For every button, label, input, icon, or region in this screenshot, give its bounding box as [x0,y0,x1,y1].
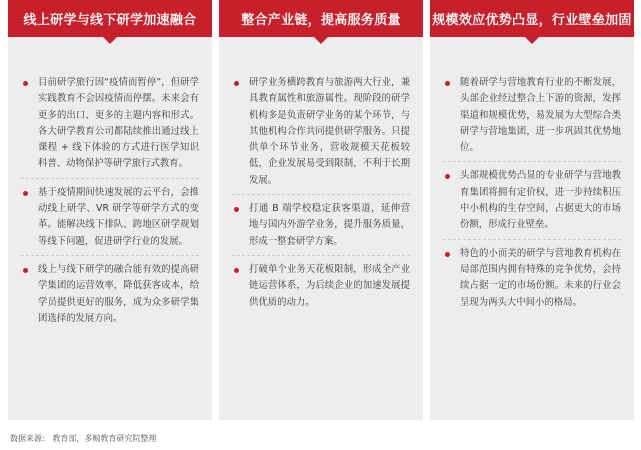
bullet-list [219,37,423,316]
item-text: 特色的小而美的研学与营地教育机构在局部范围内拥有特殊的竞争优势，会持续占据一定的市场份额。未来的行业会呈现为两头大中间小的格局。 [460,247,621,308]
column-scale-effect [430,0,634,420]
list-item [443,168,621,239]
item-text: 随着研学与营地教育行业的不断发展，头部企业经过整合上下游的资源，发挥渠道和规模优势，易发展为大型综合类研学与营地集团，进一步巩固其优势地位。 [460,77,621,154]
column-header: 规模效应优势凸显，行业壁垒加固 [430,0,634,37]
list-item [232,262,410,316]
list-item [232,201,410,256]
bullet-dot-icon [234,81,239,86]
list-item [21,185,199,256]
bullet-dot-icon [234,207,239,212]
column-header: 线上研学与线下研学加速融合 [8,0,212,37]
list-item [21,75,199,179]
column-header: 整合产业链，提高服务质量 [219,0,423,37]
item-text: 研学业务横跨教育与旅游两大行业，兼具教育属性和旅游属性。现阶段的研学机构多是负责研学业务的某个环节，与其他机构合作共同提供研学服务。只提供单个环节业务，营收规模天花板较低，企业发展易受到限制，不利于长期发展。 [249,77,410,186]
item-text: 打通 B 端学校稳定获客渠道，延伸营地与国内外游学业务，提升服务质量，形成一整套研学方案。 [249,203,410,247]
list-item [21,262,199,332]
bullet-dot-icon [23,191,28,196]
item-text: 头部规模优势凸显的专业研学与营地教育集团将拥有定价权，进一步持续积压中小机构的生存空间，占据更大的市场份额，形成行业壁垒。 [460,170,621,231]
item-text: 打破单个业务天花板限制，形成全产业链运营体系，为后续企业的加速发展提供优质的动力。 [249,263,410,308]
bullet-dot-icon [445,174,450,179]
column-online-offline [8,0,212,420]
bullet-list [8,37,212,332]
list-item [232,75,410,195]
item-text: 基于疫情期间快速发展的云平台，会推动线上研学、VR 研学等研学方式的变革。能解决线下排队、跨地区研学规划等线下问题，促进研学行业的发展。 [38,186,199,247]
data-source-note: 数据来源： 教育部，多鲸教育研究院整理 [10,434,157,443]
bullet-dot-icon [23,268,28,273]
list-item [443,75,621,162]
item-text: 目前研学旅行因“疫情而暂停”，但研学实践教育不会因疫情而停摆。未来会有更多的出口、更多的主题内容和形式。各大研学教育公司都陆续推出通过线上课程 + 线下体验的方式进行医学知识科普、动物保护等研学旅行式教育。 [38,77,199,170]
bullet-list [430,37,634,316]
bullet-dot-icon [445,81,450,86]
item-text: 线上与线下研学的融合能有效的提高研学集团的运营效率，降低获客成本，给学员提供更好的服务，成为众多研学集团选择的发展方向。 [38,263,199,324]
bullet-dot-icon [445,252,450,257]
list-item [443,246,621,316]
bullet-dot-icon [234,268,239,273]
column-industry-chain [219,0,423,420]
bullet-dot-icon [23,81,28,86]
